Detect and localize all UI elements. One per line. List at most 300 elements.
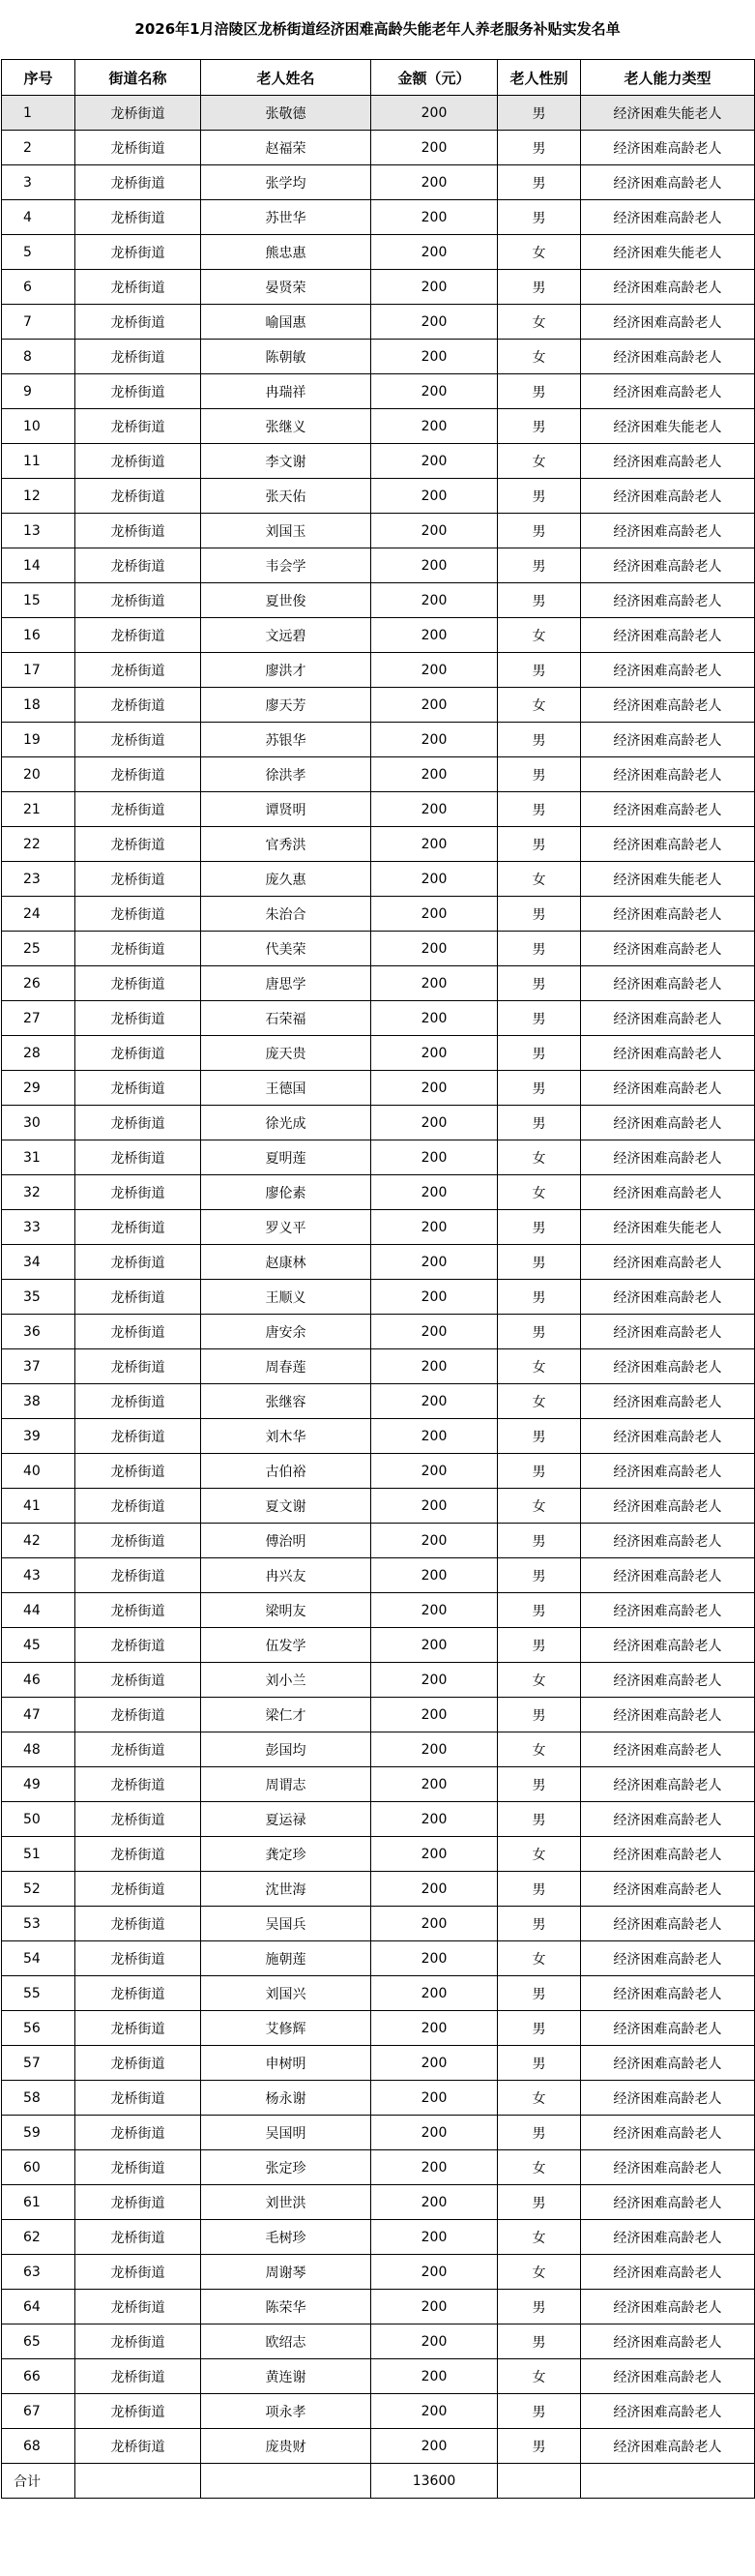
cell-name[interactable]: 施朝莲 — [201, 1941, 371, 1976]
cell-amount[interactable]: 200 — [371, 2220, 498, 2255]
cell-seq[interactable]: 53 — [2, 1907, 75, 1941]
cell-amount[interactable]: 200 — [371, 966, 498, 1001]
cell-seq[interactable]: 67 — [2, 2394, 75, 2429]
cell-name[interactable]: 周谢琴 — [201, 2255, 371, 2290]
cell-name[interactable]: 赵康林 — [201, 1245, 371, 1280]
cell-seq[interactable]: 50 — [2, 1802, 75, 1837]
cell-name[interactable]: 赵福荣 — [201, 131, 371, 165]
cell-amount[interactable]: 200 — [371, 1175, 498, 1210]
cell-name[interactable]: 周谓志 — [201, 1767, 371, 1802]
cell-amount[interactable]: 200 — [371, 340, 498, 374]
cell-type[interactable]: 经济困难高龄老人 — [581, 618, 755, 653]
cell-name[interactable]: 张定珍 — [201, 2150, 371, 2185]
cell-type[interactable]: 经济困难高龄老人 — [581, 2150, 755, 2185]
cell-gender[interactable]: 男 — [498, 932, 581, 966]
cell-seq[interactable]: 18 — [2, 688, 75, 723]
cell-name[interactable]: 代美荣 — [201, 932, 371, 966]
cell-street[interactable]: 龙桥街道 — [75, 1941, 201, 1976]
cell-amount[interactable]: 200 — [371, 165, 498, 200]
cell-type[interactable]: 经济困难高龄老人 — [581, 444, 755, 479]
cell-gender[interactable]: 男 — [498, 270, 581, 305]
cell-gender[interactable]: 男 — [498, 1036, 581, 1071]
cell-street[interactable]: 龙桥街道 — [75, 792, 201, 827]
cell-name[interactable]: 李文谢 — [201, 444, 371, 479]
cell-street[interactable]: 龙桥街道 — [75, 235, 201, 270]
cell-type[interactable]: 经济困难高龄老人 — [581, 1732, 755, 1767]
cell-amount[interactable]: 200 — [371, 1628, 498, 1663]
cell-type[interactable]: 经济困难高龄老人 — [581, 165, 755, 200]
cell-gender[interactable]: 男 — [498, 1872, 581, 1907]
cell-amount[interactable]: 200 — [371, 1872, 498, 1907]
cell-gender[interactable]: 男 — [498, 96, 581, 131]
cell-amount[interactable]: 200 — [371, 2185, 498, 2220]
cell-street[interactable]: 龙桥街道 — [75, 270, 201, 305]
cell-amount[interactable]: 200 — [371, 723, 498, 757]
cell-type[interactable]: 经济困难高龄老人 — [581, 479, 755, 514]
cell-seq[interactable]: 5 — [2, 235, 75, 270]
cell-name[interactable]: 王德国 — [201, 1071, 371, 1106]
cell-gender[interactable]: 女 — [498, 1349, 581, 1384]
cell-seq[interactable]: 45 — [2, 1628, 75, 1663]
cell-seq[interactable]: 21 — [2, 792, 75, 827]
cell-name[interactable]: 吴国明 — [201, 2116, 371, 2150]
cell-amount[interactable]: 200 — [371, 1280, 498, 1315]
cell-seq[interactable]: 6 — [2, 270, 75, 305]
cell-type[interactable]: 经济困难高龄老人 — [581, 1454, 755, 1489]
cell-name[interactable]: 刘国玉 — [201, 514, 371, 548]
cell-street[interactable]: 龙桥街道 — [75, 96, 201, 131]
cell-type[interactable]: 经济困难高龄老人 — [581, 340, 755, 374]
cell-seq[interactable]: 15 — [2, 583, 75, 618]
cell-seq[interactable]: 52 — [2, 1872, 75, 1907]
cell-seq[interactable]: 32 — [2, 1175, 75, 1210]
cell-type[interactable]: 经济困难高龄老人 — [581, 2046, 755, 2081]
cell-seq[interactable]: 36 — [2, 1315, 75, 1349]
cell-street[interactable]: 龙桥街道 — [75, 2185, 201, 2220]
cell-type[interactable]: 经济困难失能老人 — [581, 96, 755, 131]
cell-type[interactable]: 经济困难高龄老人 — [581, 2255, 755, 2290]
header-seq[interactable]: 序号 — [2, 60, 75, 96]
cell-gender[interactable]: 男 — [498, 514, 581, 548]
cell-gender[interactable]: 男 — [498, 1245, 581, 1280]
cell-type[interactable]: 经济困难高龄老人 — [581, 966, 755, 1001]
cell-type[interactable]: 经济困难高龄老人 — [581, 1698, 755, 1732]
cell-seq[interactable]: 49 — [2, 1767, 75, 1802]
cell-seq[interactable]: 60 — [2, 2150, 75, 2185]
cell-street[interactable]: 龙桥街道 — [75, 583, 201, 618]
cell-name[interactable]: 杨永谢 — [201, 2081, 371, 2116]
cell-seq[interactable]: 22 — [2, 827, 75, 862]
cell-gender[interactable]: 男 — [498, 1001, 581, 1036]
cell-street[interactable]: 龙桥街道 — [75, 2116, 201, 2150]
cell-gender[interactable]: 男 — [498, 1558, 581, 1593]
cell-name[interactable]: 夏世俊 — [201, 583, 371, 618]
cell-street[interactable]: 龙桥街道 — [75, 200, 201, 235]
cell-street[interactable]: 龙桥街道 — [75, 1907, 201, 1941]
cell-seq[interactable]: 9 — [2, 374, 75, 409]
cell-name[interactable]: 欧绍志 — [201, 2324, 371, 2359]
cell-amount[interactable]: 200 — [371, 514, 498, 548]
total-cell-empty[interactable] — [581, 2464, 755, 2499]
cell-name[interactable]: 庞贵财 — [201, 2429, 371, 2464]
cell-name[interactable]: 冉兴友 — [201, 1558, 371, 1593]
cell-seq[interactable]: 34 — [2, 1245, 75, 1280]
cell-street[interactable]: 龙桥街道 — [75, 444, 201, 479]
cell-gender[interactable]: 女 — [498, 1489, 581, 1524]
cell-amount[interactable]: 200 — [371, 1454, 498, 1489]
cell-street[interactable]: 龙桥街道 — [75, 1767, 201, 1802]
cell-type[interactable]: 经济困难高龄老人 — [581, 723, 755, 757]
cell-gender[interactable]: 男 — [498, 1315, 581, 1349]
cell-seq[interactable]: 30 — [2, 1106, 75, 1140]
cell-name[interactable]: 唐安余 — [201, 1315, 371, 1349]
cell-seq[interactable]: 29 — [2, 1071, 75, 1106]
cell-street[interactable]: 龙桥街道 — [75, 1663, 201, 1698]
cell-type[interactable]: 经济困难高龄老人 — [581, 1872, 755, 1907]
cell-amount[interactable]: 200 — [371, 444, 498, 479]
cell-street[interactable]: 龙桥街道 — [75, 1210, 201, 1245]
cell-amount[interactable]: 200 — [371, 827, 498, 862]
cell-type[interactable]: 经济困难高龄老人 — [581, 1976, 755, 2011]
cell-street[interactable]: 龙桥街道 — [75, 1140, 201, 1175]
cell-type[interactable]: 经济困难高龄老人 — [581, 1489, 755, 1524]
cell-gender[interactable]: 男 — [498, 1210, 581, 1245]
cell-seq[interactable]: 66 — [2, 2359, 75, 2394]
cell-seq[interactable]: 33 — [2, 1210, 75, 1245]
cell-type[interactable]: 经济困难高龄老人 — [581, 1907, 755, 1941]
cell-amount[interactable]: 200 — [371, 1245, 498, 1280]
cell-name[interactable]: 刘世洪 — [201, 2185, 371, 2220]
header-amount[interactable]: 金额（元） — [371, 60, 498, 96]
cell-name[interactable]: 罗义平 — [201, 1210, 371, 1245]
cell-seq[interactable]: 19 — [2, 723, 75, 757]
cell-street[interactable]: 龙桥街道 — [75, 1732, 201, 1767]
cell-street[interactable]: 龙桥街道 — [75, 548, 201, 583]
cell-type[interactable]: 经济困难高龄老人 — [581, 374, 755, 409]
cell-type[interactable]: 经济困难高龄老人 — [581, 1663, 755, 1698]
cell-gender[interactable]: 男 — [498, 479, 581, 514]
cell-street[interactable]: 龙桥街道 — [75, 862, 201, 897]
header-type[interactable]: 老人能力类型 — [581, 60, 755, 96]
cell-type[interactable]: 经济困难失能老人 — [581, 1210, 755, 1245]
cell-type[interactable]: 经济困难高龄老人 — [581, 131, 755, 165]
cell-type[interactable]: 经济困难高龄老人 — [581, 1384, 755, 1419]
cell-street[interactable]: 龙桥街道 — [75, 340, 201, 374]
cell-street[interactable]: 龙桥街道 — [75, 2394, 201, 2429]
cell-gender[interactable]: 男 — [498, 757, 581, 792]
cell-seq[interactable]: 24 — [2, 897, 75, 932]
cell-gender[interactable]: 男 — [498, 653, 581, 688]
cell-seq[interactable]: 10 — [2, 409, 75, 444]
cell-type[interactable]: 经济困难高龄老人 — [581, 1071, 755, 1106]
cell-seq[interactable]: 28 — [2, 1036, 75, 1071]
cell-seq[interactable]: 47 — [2, 1698, 75, 1732]
cell-name[interactable]: 廖洪才 — [201, 653, 371, 688]
cell-name[interactable]: 夏文谢 — [201, 1489, 371, 1524]
cell-name[interactable]: 徐洪孝 — [201, 757, 371, 792]
cell-street[interactable]: 龙桥街道 — [75, 1175, 201, 1210]
cell-street[interactable]: 龙桥街道 — [75, 479, 201, 514]
cell-type[interactable]: 经济困难高龄老人 — [581, 792, 755, 827]
cell-gender[interactable]: 女 — [498, 1837, 581, 1872]
cell-gender[interactable]: 女 — [498, 862, 581, 897]
cell-seq[interactable]: 3 — [2, 165, 75, 200]
cell-gender[interactable]: 女 — [498, 1941, 581, 1976]
cell-gender[interactable]: 男 — [498, 1802, 581, 1837]
cell-type[interactable]: 经济困难高龄老人 — [581, 897, 755, 932]
cell-gender[interactable]: 男 — [498, 1280, 581, 1315]
header-street[interactable]: 街道名称 — [75, 60, 201, 96]
cell-amount[interactable]: 200 — [371, 2150, 498, 2185]
cell-street[interactable]: 龙桥街道 — [75, 723, 201, 757]
cell-name[interactable]: 申树明 — [201, 2046, 371, 2081]
cell-gender[interactable]: 女 — [498, 1384, 581, 1419]
cell-name[interactable]: 毛树珍 — [201, 2220, 371, 2255]
cell-gender[interactable]: 男 — [498, 2429, 581, 2464]
cell-name[interactable]: 彭国均 — [201, 1732, 371, 1767]
cell-gender[interactable]: 女 — [498, 305, 581, 340]
cell-gender[interactable]: 男 — [498, 131, 581, 165]
cell-amount[interactable]: 200 — [371, 305, 498, 340]
cell-street[interactable]: 龙桥街道 — [75, 1628, 201, 1663]
cell-gender[interactable]: 男 — [498, 583, 581, 618]
cell-seq[interactable]: 31 — [2, 1140, 75, 1175]
cell-type[interactable]: 经济困难高龄老人 — [581, 2429, 755, 2464]
cell-name[interactable]: 艾修辉 — [201, 2011, 371, 2046]
cell-type[interactable]: 经济困难失能老人 — [581, 235, 755, 270]
cell-street[interactable]: 龙桥街道 — [75, 1036, 201, 1071]
cell-name[interactable]: 黄连谢 — [201, 2359, 371, 2394]
cell-amount[interactable]: 200 — [371, 2011, 498, 2046]
cell-seq[interactable]: 37 — [2, 1349, 75, 1384]
cell-seq[interactable]: 12 — [2, 479, 75, 514]
cell-gender[interactable]: 女 — [498, 2220, 581, 2255]
cell-street[interactable]: 龙桥街道 — [75, 1245, 201, 1280]
cell-street[interactable]: 龙桥街道 — [75, 688, 201, 723]
cell-amount[interactable]: 200 — [371, 1384, 498, 1419]
cell-gender[interactable]: 男 — [498, 165, 581, 200]
cell-amount[interactable]: 200 — [371, 653, 498, 688]
cell-gender[interactable]: 男 — [498, 1524, 581, 1558]
cell-name[interactable]: 古伯裕 — [201, 1454, 371, 1489]
cell-name[interactable]: 王顺义 — [201, 1280, 371, 1315]
cell-gender[interactable]: 男 — [498, 2116, 581, 2150]
cell-gender[interactable]: 男 — [498, 2185, 581, 2220]
cell-seq[interactable]: 62 — [2, 2220, 75, 2255]
cell-name[interactable]: 陈荣华 — [201, 2290, 371, 2324]
cell-gender[interactable]: 男 — [498, 1698, 581, 1732]
cell-amount[interactable]: 200 — [371, 1837, 498, 1872]
cell-type[interactable]: 经济困难高龄老人 — [581, 1837, 755, 1872]
cell-gender[interactable]: 女 — [498, 2359, 581, 2394]
cell-name[interactable]: 苏世华 — [201, 200, 371, 235]
cell-seq[interactable]: 20 — [2, 757, 75, 792]
cell-gender[interactable]: 男 — [498, 792, 581, 827]
cell-seq[interactable]: 39 — [2, 1419, 75, 1454]
cell-gender[interactable]: 男 — [498, 2394, 581, 2429]
cell-seq[interactable]: 55 — [2, 1976, 75, 2011]
cell-gender[interactable]: 男 — [498, 723, 581, 757]
cell-street[interactable]: 龙桥街道 — [75, 1524, 201, 1558]
cell-name[interactable]: 张继义 — [201, 409, 371, 444]
cell-name[interactable]: 刘国兴 — [201, 1976, 371, 2011]
cell-name[interactable]: 吴国兵 — [201, 1907, 371, 1941]
cell-street[interactable]: 龙桥街道 — [75, 1454, 201, 1489]
cell-type[interactable]: 经济困难高龄老人 — [581, 1106, 755, 1140]
cell-street[interactable]: 龙桥街道 — [75, 409, 201, 444]
cell-type[interactable]: 经济困难高龄老人 — [581, 305, 755, 340]
cell-street[interactable]: 龙桥街道 — [75, 1315, 201, 1349]
cell-amount[interactable]: 200 — [371, 2429, 498, 2464]
cell-type[interactable]: 经济困难高龄老人 — [581, 653, 755, 688]
cell-amount[interactable]: 200 — [371, 1524, 498, 1558]
total-amount[interactable]: 13600 — [371, 2464, 498, 2499]
cell-seq[interactable]: 40 — [2, 1454, 75, 1489]
cell-seq[interactable]: 2 — [2, 131, 75, 165]
cell-type[interactable]: 经济困难高龄老人 — [581, 827, 755, 862]
cell-name[interactable]: 韦会学 — [201, 548, 371, 583]
cell-street[interactable]: 龙桥街道 — [75, 932, 201, 966]
cell-type[interactable]: 经济困难高龄老人 — [581, 2394, 755, 2429]
cell-seq[interactable]: 26 — [2, 966, 75, 1001]
cell-amount[interactable]: 200 — [371, 1732, 498, 1767]
cell-amount[interactable]: 200 — [371, 374, 498, 409]
cell-amount[interactable]: 200 — [371, 2116, 498, 2150]
cell-street[interactable]: 龙桥街道 — [75, 1698, 201, 1732]
cell-seq[interactable]: 68 — [2, 2429, 75, 2464]
cell-gender[interactable]: 男 — [498, 1419, 581, 1454]
cell-gender[interactable]: 女 — [498, 688, 581, 723]
cell-seq[interactable]: 38 — [2, 1384, 75, 1419]
cell-gender[interactable]: 女 — [498, 1175, 581, 1210]
cell-name[interactable]: 梁仁才 — [201, 1698, 371, 1732]
total-cell-empty[interactable] — [201, 2464, 371, 2499]
cell-seq[interactable]: 35 — [2, 1280, 75, 1315]
cell-amount[interactable]: 200 — [371, 618, 498, 653]
cell-amount[interactable]: 200 — [371, 1802, 498, 1837]
cell-type[interactable]: 经济困难高龄老人 — [581, 200, 755, 235]
cell-street[interactable]: 龙桥街道 — [75, 966, 201, 1001]
cell-type[interactable]: 经济困难高龄老人 — [581, 1802, 755, 1837]
cell-amount[interactable]: 200 — [371, 2394, 498, 2429]
cell-gender[interactable]: 男 — [498, 374, 581, 409]
cell-amount[interactable]: 200 — [371, 792, 498, 827]
cell-street[interactable]: 龙桥街道 — [75, 653, 201, 688]
cell-street[interactable]: 龙桥街道 — [75, 2324, 201, 2359]
cell-amount[interactable]: 200 — [371, 235, 498, 270]
cell-seq[interactable]: 7 — [2, 305, 75, 340]
cell-amount[interactable]: 200 — [371, 1140, 498, 1175]
cell-gender[interactable]: 男 — [498, 1106, 581, 1140]
cell-name[interactable]: 周春莲 — [201, 1349, 371, 1384]
cell-gender[interactable]: 男 — [498, 1976, 581, 2011]
cell-amount[interactable]: 200 — [371, 548, 498, 583]
cell-type[interactable]: 经济困难失能老人 — [581, 409, 755, 444]
cell-gender[interactable]: 男 — [498, 966, 581, 1001]
cell-name[interactable]: 苏银华 — [201, 723, 371, 757]
cell-street[interactable]: 龙桥街道 — [75, 2255, 201, 2290]
cell-gender[interactable]: 男 — [498, 548, 581, 583]
cell-amount[interactable]: 200 — [371, 583, 498, 618]
cell-type[interactable]: 经济困难高龄老人 — [581, 1315, 755, 1349]
cell-type[interactable]: 经济困难高龄老人 — [581, 2011, 755, 2046]
cell-gender[interactable]: 男 — [498, 2011, 581, 2046]
cell-street[interactable]: 龙桥街道 — [75, 1558, 201, 1593]
cell-street[interactable]: 龙桥街道 — [75, 1071, 201, 1106]
cell-street[interactable]: 龙桥街道 — [75, 1001, 201, 1036]
cell-amount[interactable]: 200 — [371, 1663, 498, 1698]
cell-street[interactable]: 龙桥街道 — [75, 827, 201, 862]
cell-seq[interactable]: 61 — [2, 2185, 75, 2220]
cell-seq[interactable]: 44 — [2, 1593, 75, 1628]
cell-amount[interactable]: 200 — [371, 1210, 498, 1245]
cell-amount[interactable]: 200 — [371, 1071, 498, 1106]
cell-amount[interactable]: 200 — [371, 2081, 498, 2116]
cell-street[interactable]: 龙桥街道 — [75, 1593, 201, 1628]
cell-name[interactable]: 廖天芳 — [201, 688, 371, 723]
header-gender[interactable]: 老人性别 — [498, 60, 581, 96]
cell-seq[interactable]: 8 — [2, 340, 75, 374]
cell-seq[interactable]: 65 — [2, 2324, 75, 2359]
cell-gender[interactable]: 女 — [498, 235, 581, 270]
cell-type[interactable]: 经济困难高龄老人 — [581, 2290, 755, 2324]
cell-amount[interactable]: 200 — [371, 479, 498, 514]
cell-name[interactable]: 张继容 — [201, 1384, 371, 1419]
cell-name[interactable]: 晏贤荣 — [201, 270, 371, 305]
cell-name[interactable]: 刘小兰 — [201, 1663, 371, 1698]
cell-gender[interactable]: 男 — [498, 1907, 581, 1941]
cell-type[interactable]: 经济困难高龄老人 — [581, 514, 755, 548]
cell-amount[interactable]: 200 — [371, 932, 498, 966]
cell-gender[interactable]: 男 — [498, 2290, 581, 2324]
total-cell-empty[interactable] — [75, 2464, 201, 2499]
cell-type[interactable]: 经济困难高龄老人 — [581, 1280, 755, 1315]
cell-street[interactable]: 龙桥街道 — [75, 1349, 201, 1384]
cell-amount[interactable]: 200 — [371, 897, 498, 932]
cell-type[interactable]: 经济困难高龄老人 — [581, 2116, 755, 2150]
cell-name[interactable]: 朱治合 — [201, 897, 371, 932]
cell-gender[interactable]: 女 — [498, 618, 581, 653]
cell-amount[interactable]: 200 — [371, 1941, 498, 1976]
cell-name[interactable]: 梁明友 — [201, 1593, 371, 1628]
cell-type[interactable]: 经济困难高龄老人 — [581, 932, 755, 966]
cell-gender[interactable]: 男 — [498, 897, 581, 932]
cell-street[interactable]: 龙桥街道 — [75, 1106, 201, 1140]
cell-name[interactable]: 龚定珍 — [201, 1837, 371, 1872]
cell-seq[interactable]: 59 — [2, 2116, 75, 2150]
cell-gender[interactable]: 女 — [498, 2150, 581, 2185]
cell-type[interactable]: 经济困难高龄老人 — [581, 688, 755, 723]
cell-amount[interactable]: 200 — [371, 1349, 498, 1384]
cell-type[interactable]: 经济困难高龄老人 — [581, 583, 755, 618]
cell-amount[interactable]: 200 — [371, 2255, 498, 2290]
total-label[interactable]: 合计 — [2, 2464, 75, 2499]
cell-type[interactable]: 经济困难高龄老人 — [581, 1036, 755, 1071]
cell-type[interactable]: 经济困难高龄老人 — [581, 1593, 755, 1628]
cell-street[interactable]: 龙桥街道 — [75, 1802, 201, 1837]
cell-seq[interactable]: 56 — [2, 2011, 75, 2046]
cell-seq[interactable]: 64 — [2, 2290, 75, 2324]
cell-street[interactable]: 龙桥街道 — [75, 897, 201, 932]
cell-type[interactable]: 经济困难高龄老人 — [581, 2359, 755, 2394]
cell-type[interactable]: 经济困难高龄老人 — [581, 2081, 755, 2116]
cell-amount[interactable]: 200 — [371, 1489, 498, 1524]
cell-gender[interactable]: 男 — [498, 1071, 581, 1106]
cell-type[interactable]: 经济困难高龄老人 — [581, 1558, 755, 1593]
cell-street[interactable]: 龙桥街道 — [75, 2011, 201, 2046]
cell-amount[interactable]: 200 — [371, 2046, 498, 2081]
cell-name[interactable]: 文远碧 — [201, 618, 371, 653]
